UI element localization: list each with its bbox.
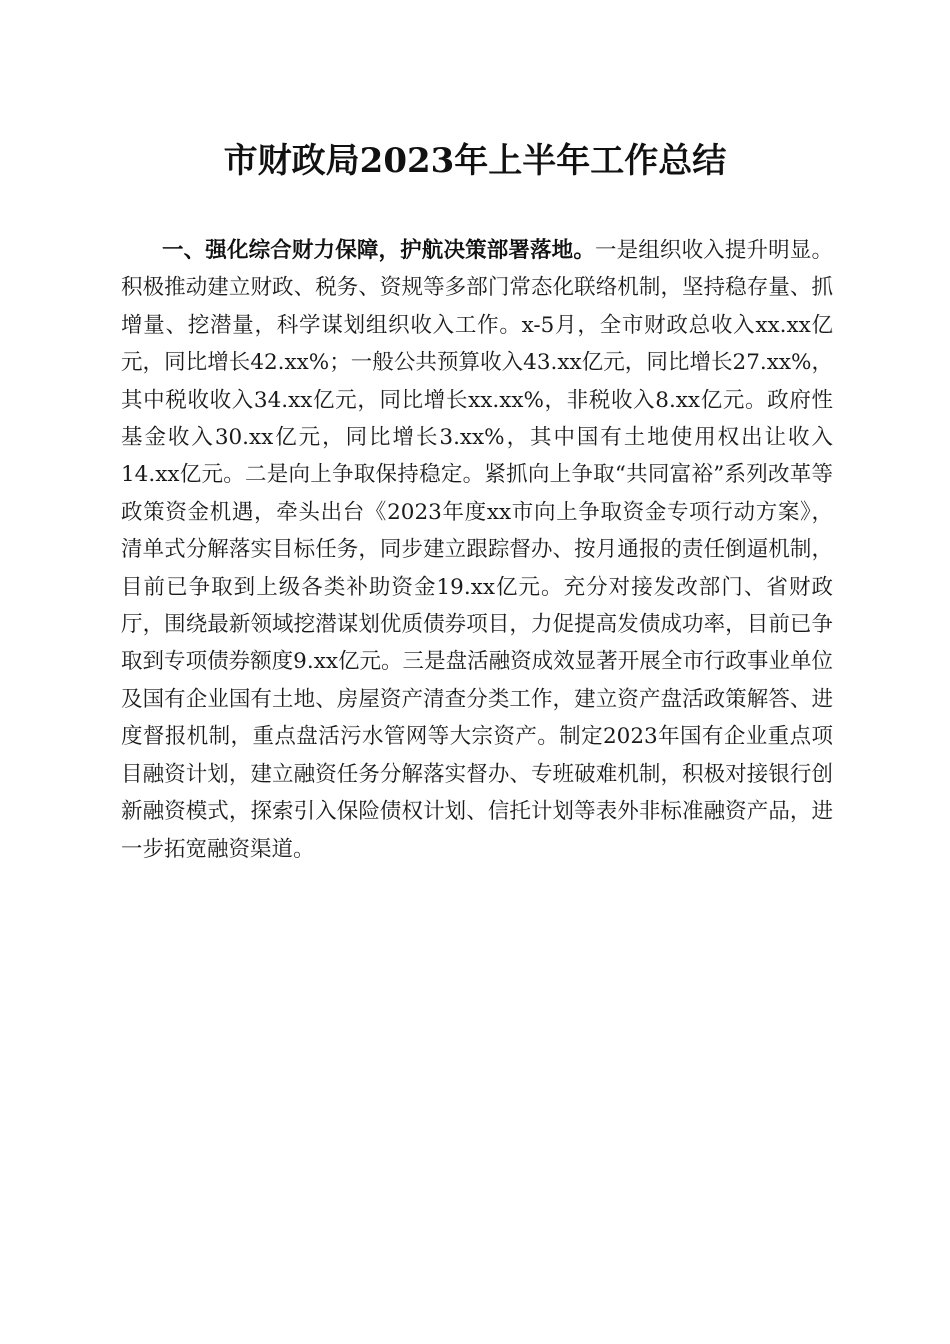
document-title: 市财政局2023年上半年工作总结 xyxy=(223,141,727,181)
section-1-body: 一是组织收入提升明显。积极推动建立财政、税务、资规等多部门常态化联络机制，坚持稳存量、抓增量、挖潜量，科学谋划组织收入工作。x-5月，全市财政总收入xx.xx亿元，同比增长42.xx%；一般公共预算收入43.xx亿元，同比增长27.xx%，其中税收收入34.xx亿元，同比增长xx.xx%，非税收入8.xx亿元。政府性基金收入30.xx亿元，同比增长3.xx%，其中国有土地使用权出让收入14.xx亿元。二是向上争取保持稳定。紧抓向上争取“共同富裕”系列改革等政策资金机遇，牵头出台《2023年度xx市向上争取资金专项行动方案》，清单式分解落实目标任务，同步建立跟踪督办、按月通报的责任倒逼机制，目前已争取到上级各类补助资金19.xx亿元。充分对接发改部门、省财政厅，围绕最新领域挖潜谋划优质债券项目，力促提高发债成功率，目前已争取到专项债券额度9.xx亿元。三是盘活融资成效显著开展全市行政事业单位及国有企业国有土地、房屋资产清查分类工作，建立资产盘活政策解答、进度督报机制，重点盘活污水管网等大宗资产。制定2023年国有企业重点项目融资计划，建立融资任务分解落实督办、专班破难机制，积极对接银行创新融资模式，探索引入保险债权计划、信托计划等表外非标准融资产品，进一步拓宽融资渠道。 xyxy=(121,238,833,862)
section-1-heading: 一、强化综合财力保障，护航决策部署落地。 xyxy=(162,238,595,263)
section-1-paragraph xyxy=(121,232,833,868)
